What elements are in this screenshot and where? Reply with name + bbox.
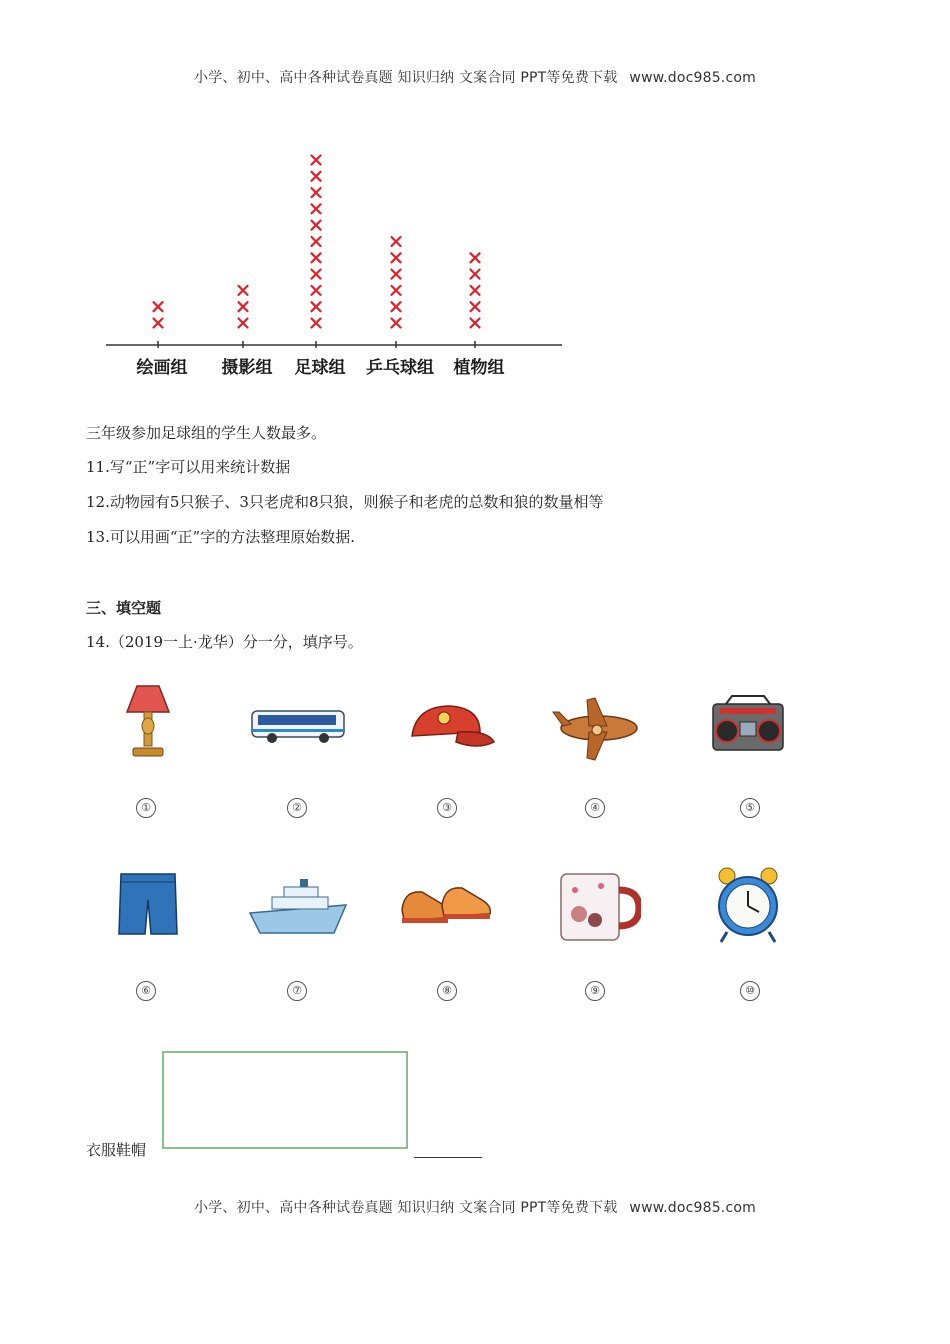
footer-text: 小学、初中、高中各种试卷真题 知识归纳 文案合同 PPT等免费下载 xyxy=(194,1200,618,1216)
section-title: 三、填空题 xyxy=(86,599,162,617)
x-mark xyxy=(392,237,401,246)
x-mark xyxy=(312,253,321,262)
shorts-icon xyxy=(88,870,208,938)
x-mark xyxy=(312,286,321,295)
alarm-clock-icon xyxy=(688,866,808,944)
question-13: 13.可以用画“正”字的方法整理原始数据. xyxy=(86,528,355,546)
x-mark xyxy=(312,302,321,311)
item-number-10: ⑩ xyxy=(735,980,765,1002)
x-mark xyxy=(312,188,321,197)
x-mark xyxy=(312,237,321,246)
x-mark xyxy=(471,270,480,279)
header-text: 小学、初中、高中各种试卷真题 知识归纳 文案合同 PPT等免费下载 xyxy=(194,70,618,86)
footer-url[interactable]: www.doc985.com xyxy=(629,1200,756,1216)
x-mark xyxy=(471,319,480,328)
answer-box[interactable] xyxy=(162,1051,408,1149)
x-mark xyxy=(312,156,321,165)
x-mark xyxy=(471,302,480,311)
mug-icon xyxy=(538,870,658,944)
airplane-icon xyxy=(536,692,656,764)
category-label: 摄影组 xyxy=(221,358,273,378)
item-number-4: ④ xyxy=(580,797,610,819)
item-number-6: ⑥ xyxy=(131,980,161,1002)
question-12: 12.动物园有5只猴子、3只老虎和8只狼，则猴子和老虎的总数和狼的数量相等 xyxy=(86,493,604,511)
cap-icon xyxy=(388,696,508,756)
item-number-1: ① xyxy=(131,797,161,819)
item-number-9: ⑨ xyxy=(580,980,610,1002)
x-mark xyxy=(312,204,321,213)
x-mark xyxy=(392,270,401,279)
ship-icon xyxy=(238,875,358,937)
shoes-icon xyxy=(386,880,506,930)
x-mark xyxy=(312,172,321,181)
x-mark xyxy=(471,253,480,262)
x-mark xyxy=(154,319,163,328)
x-mark xyxy=(471,286,480,295)
category-label: 植物组 xyxy=(453,358,505,378)
category-label: 乒乓球组 xyxy=(366,358,434,378)
clothing-category-label: 衣服鞋帽 xyxy=(86,1141,147,1159)
answer-blank[interactable] xyxy=(414,1157,482,1158)
x-mark xyxy=(392,253,401,262)
category-label: 绘画组 xyxy=(136,358,188,378)
lamp-icon xyxy=(88,682,208,764)
radio-icon xyxy=(688,694,808,754)
x-mark xyxy=(239,286,248,295)
page-footer xyxy=(0,1197,950,1217)
x-mark xyxy=(312,319,321,328)
x-mark-chart xyxy=(100,135,570,385)
item-number-3: ③ xyxy=(432,797,462,819)
bus-icon xyxy=(238,705,358,745)
x-mark xyxy=(392,319,401,328)
conclusion-statement: 三年级参加足球组的学生人数最多。 xyxy=(86,424,327,442)
x-mark xyxy=(154,302,163,311)
item-number-8: ⑧ xyxy=(432,980,462,1002)
page-header xyxy=(0,67,950,87)
category-label: 足球组 xyxy=(294,358,346,378)
x-mark xyxy=(312,270,321,279)
item-number-2: ② xyxy=(282,797,312,819)
x-mark xyxy=(312,221,321,230)
question-14-stem: 14.（2019一上·龙华）分一分，填序号。 xyxy=(86,633,363,651)
x-mark xyxy=(239,319,248,328)
item-number-5: ⑤ xyxy=(735,797,765,819)
item-number-7: ⑦ xyxy=(282,980,312,1002)
x-mark xyxy=(392,302,401,311)
header-url[interactable]: www.doc985.com xyxy=(629,70,756,86)
x-mark xyxy=(392,286,401,295)
x-mark xyxy=(239,302,248,311)
question-11: 11.写“正”字可以用来统计数据 xyxy=(86,458,291,476)
